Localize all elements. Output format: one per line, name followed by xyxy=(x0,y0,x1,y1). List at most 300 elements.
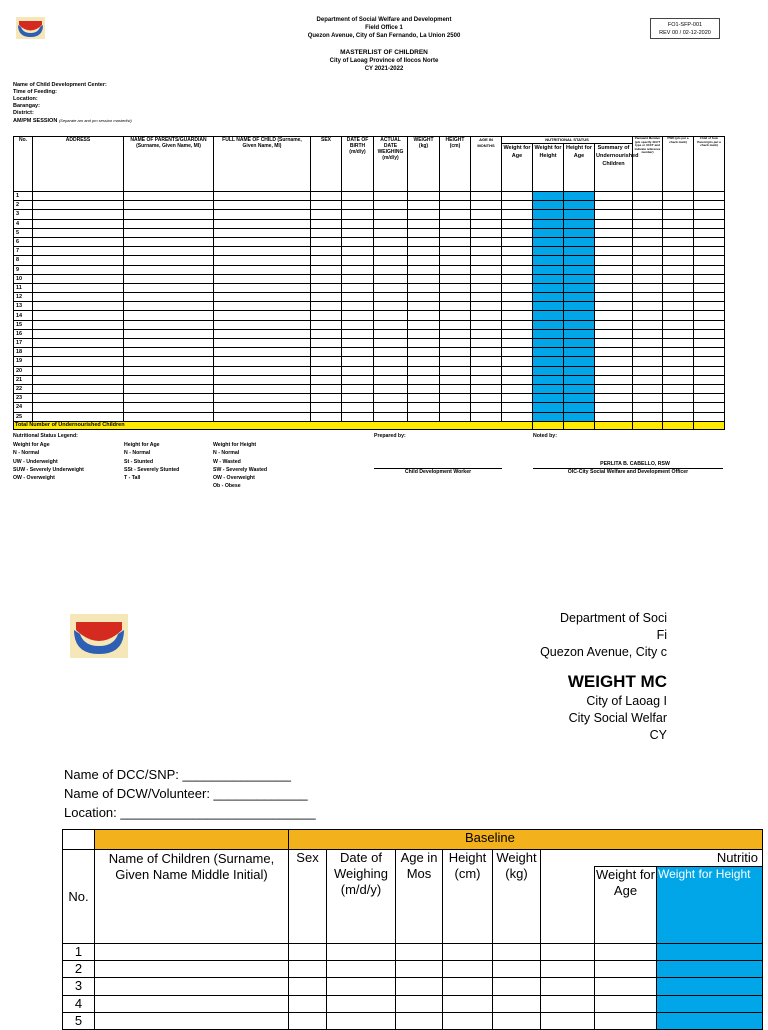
row-cell xyxy=(663,302,694,311)
row-cell xyxy=(633,412,663,421)
row-cell xyxy=(533,265,564,274)
row-cell xyxy=(564,302,595,311)
col-no: No. xyxy=(14,137,33,192)
weight-monitoring-title: WEIGHT MC xyxy=(567,672,667,691)
row-number: 15 xyxy=(14,320,33,329)
row-cell xyxy=(342,256,374,265)
row-cell xyxy=(33,256,124,265)
row-number: 6 xyxy=(14,237,33,246)
table-row xyxy=(14,192,725,201)
row-cell xyxy=(440,192,471,201)
row-cell xyxy=(311,247,342,256)
row-cell xyxy=(595,210,633,219)
row-cell xyxy=(311,201,342,210)
row-cell xyxy=(471,237,502,246)
table-row xyxy=(14,219,725,228)
row-cell xyxy=(408,237,440,246)
row-cell xyxy=(408,228,440,237)
row-cell xyxy=(663,311,694,320)
row-cell xyxy=(633,228,663,237)
row-number: 11 xyxy=(14,283,33,292)
row-cell xyxy=(595,320,633,329)
table-row xyxy=(14,256,725,265)
table-row xyxy=(14,403,725,412)
row-number: 1 xyxy=(14,192,33,201)
cy-line: CY xyxy=(649,728,667,742)
row-cell xyxy=(440,274,471,283)
row-cell xyxy=(124,274,214,283)
meta-location: Location: xyxy=(13,96,38,102)
total-undernourished-label: Total Number of Undernourished Children xyxy=(14,421,533,429)
col-actual-date: ACTUAL DATE WEIGHING (m/d/y) xyxy=(374,137,408,192)
row-cell xyxy=(124,228,214,237)
row-cell xyxy=(657,978,763,995)
row-cell xyxy=(95,1012,289,1029)
row-cell xyxy=(374,384,408,393)
row-cell xyxy=(694,412,725,421)
row-cell xyxy=(595,274,633,283)
row-cell xyxy=(541,944,595,961)
row-cell xyxy=(311,403,342,412)
row-cell xyxy=(595,339,633,348)
row-cell xyxy=(564,339,595,348)
row-cell xyxy=(471,320,502,329)
row-cell xyxy=(440,201,471,210)
row-cell xyxy=(595,348,633,357)
row-cell xyxy=(214,247,311,256)
row-cell xyxy=(493,978,541,995)
row-cell xyxy=(595,293,633,302)
row-cell xyxy=(633,283,663,292)
row-cell xyxy=(440,237,471,246)
row-cell xyxy=(214,329,311,338)
row-number: 5 xyxy=(63,1012,95,1029)
row-cell xyxy=(533,293,564,302)
row-cell xyxy=(342,210,374,219)
row-cell xyxy=(289,961,327,978)
col-nutritional-status: NUTRITIONAL STATUS xyxy=(502,137,633,144)
dswd-logo-icon xyxy=(15,16,46,40)
table-row xyxy=(14,302,725,311)
row-cell xyxy=(663,265,694,274)
row-cell xyxy=(374,283,408,292)
row-cell xyxy=(471,366,502,375)
row-cell xyxy=(408,293,440,302)
row-cell xyxy=(595,201,633,210)
row-cell xyxy=(533,302,564,311)
row-cell xyxy=(33,339,124,348)
col-child-name: FULL NAME OF CHILD (Surname, Given Name, MI) xyxy=(214,137,311,192)
page1-header xyxy=(234,16,534,73)
row-cell xyxy=(663,201,694,210)
row-cell xyxy=(694,210,725,219)
legend-item: N - Normal xyxy=(124,450,151,457)
noted-by-label: Noted by: xyxy=(533,433,557,439)
row-cell xyxy=(124,394,214,403)
row-cell xyxy=(440,348,471,357)
row-cell xyxy=(663,274,694,283)
p2-col-wfa: Weight for Age xyxy=(595,867,657,944)
row-cell xyxy=(694,320,725,329)
row-cell xyxy=(33,192,124,201)
row-cell xyxy=(663,339,694,348)
row-cell xyxy=(663,394,694,403)
row-cell xyxy=(564,412,595,421)
col-pantawid: Pantawid Member (pls specify 4CCT type or 4CCT and indicate reference number) xyxy=(633,137,663,192)
row-cell xyxy=(564,348,595,357)
row-cell xyxy=(440,256,471,265)
row-cell xyxy=(694,348,725,357)
legend-item: W - Wasted xyxy=(213,458,241,465)
row-cell xyxy=(694,293,725,302)
row-cell xyxy=(124,311,214,320)
row-cell xyxy=(33,237,124,246)
row-cell xyxy=(311,274,342,283)
row-cell xyxy=(595,384,633,393)
col-solo-parent: Child of Solo Parent (pls put a check mark) xyxy=(694,137,725,192)
row-cell xyxy=(694,219,725,228)
row-cell xyxy=(657,1012,763,1029)
row-cell xyxy=(374,201,408,210)
row-cell xyxy=(502,228,533,237)
row-cell xyxy=(564,201,595,210)
row-cell xyxy=(633,265,663,274)
row-cell xyxy=(124,283,214,292)
p2-col-sex: Sex xyxy=(289,850,327,944)
row-cell xyxy=(342,311,374,320)
table-row xyxy=(14,283,725,292)
p2-col-age: Age in Mos xyxy=(396,850,443,944)
row-cell xyxy=(440,302,471,311)
row-cell xyxy=(374,329,408,338)
row-cell xyxy=(214,265,311,274)
row-cell xyxy=(595,961,657,978)
row-cell xyxy=(440,210,471,219)
table-row xyxy=(14,412,725,421)
row-cell xyxy=(374,256,408,265)
row-cell xyxy=(214,339,311,348)
row-cell xyxy=(33,311,124,320)
row-cell xyxy=(595,283,633,292)
field-office: Field Office 1 xyxy=(365,25,403,31)
row-cell xyxy=(342,192,374,201)
row-cell xyxy=(502,219,533,228)
row-cell xyxy=(440,293,471,302)
legend-hfa xyxy=(124,441,179,482)
office-address: Quezon Avenue, City of San Fernando, La Union 2500 xyxy=(307,33,461,39)
row-cell xyxy=(440,329,471,338)
legend-item: SW - Severely Wasted xyxy=(213,466,268,473)
col-summary: Summary of Undernourished Children xyxy=(595,144,633,192)
row-cell xyxy=(124,210,214,219)
row-cell xyxy=(595,394,633,403)
row-cell xyxy=(124,237,214,246)
row-cell xyxy=(471,247,502,256)
row-cell xyxy=(440,339,471,348)
row-cell xyxy=(471,219,502,228)
row-cell xyxy=(396,944,443,961)
row-cell xyxy=(374,293,408,302)
row-cell xyxy=(311,320,342,329)
row-cell xyxy=(289,978,327,995)
row-cell xyxy=(564,375,595,384)
row-cell xyxy=(471,274,502,283)
row-cell xyxy=(595,265,633,274)
row-cell xyxy=(595,228,633,237)
row-cell xyxy=(408,384,440,393)
row-cell xyxy=(633,375,663,384)
agency-name-cut: Department of Soci xyxy=(560,611,667,625)
row-cell xyxy=(124,219,214,228)
row-cell xyxy=(124,302,214,311)
row-cell xyxy=(657,995,763,1012)
row-number: 19 xyxy=(14,357,33,366)
field-office-cut: Fi xyxy=(656,628,667,642)
table-row xyxy=(63,995,763,1012)
row-cell xyxy=(374,348,408,357)
col-sex: SEX xyxy=(311,137,342,192)
row-cell xyxy=(311,375,342,384)
form-revision: REV 00 / 02-12-2020 xyxy=(659,30,711,36)
row-cell xyxy=(694,283,725,292)
row-number: 4 xyxy=(14,219,33,228)
row-cell xyxy=(595,256,633,265)
row-cell xyxy=(694,302,725,311)
row-cell xyxy=(533,311,564,320)
row-cell xyxy=(408,192,440,201)
meta-district: District: xyxy=(13,110,34,116)
row-cell xyxy=(342,366,374,375)
row-cell xyxy=(374,265,408,274)
row-cell xyxy=(214,256,311,265)
row-cell xyxy=(657,944,763,961)
row-cell xyxy=(214,283,311,292)
row-cell xyxy=(374,302,408,311)
row-cell xyxy=(471,256,502,265)
row-cell xyxy=(33,403,124,412)
row-cell xyxy=(408,256,440,265)
row-cell xyxy=(471,394,502,403)
row-cell xyxy=(408,274,440,283)
row-number: 17 xyxy=(14,339,33,348)
row-cell xyxy=(342,384,374,393)
row-cell xyxy=(493,995,541,1012)
table-row xyxy=(14,293,725,302)
row-cell xyxy=(502,293,533,302)
row-cell xyxy=(595,978,657,995)
row-cell xyxy=(633,320,663,329)
row-cell xyxy=(694,403,725,412)
row-cell xyxy=(342,348,374,357)
weight-monitoring-table xyxy=(62,829,763,1030)
row-cell xyxy=(311,283,342,292)
row-cell xyxy=(471,201,502,210)
row-cell xyxy=(342,403,374,412)
row-cell xyxy=(95,944,289,961)
row-cell xyxy=(124,201,214,210)
row-cell xyxy=(374,366,408,375)
row-cell xyxy=(493,944,541,961)
row-cell xyxy=(374,247,408,256)
row-cell xyxy=(408,348,440,357)
center-meta xyxy=(13,82,132,125)
row-cell xyxy=(564,283,595,292)
row-cell xyxy=(502,201,533,210)
row-cell xyxy=(443,961,493,978)
row-cell xyxy=(342,247,374,256)
row-cell xyxy=(342,375,374,384)
row-cell xyxy=(342,339,374,348)
row-cell xyxy=(533,348,564,357)
row-cell xyxy=(502,403,533,412)
document-subtitle: City of Laoag Province of Ilocos Norte xyxy=(329,58,439,64)
col-wfa: Weight for Age xyxy=(502,144,533,192)
row-cell xyxy=(33,348,124,357)
row-cell xyxy=(214,384,311,393)
row-cell xyxy=(663,348,694,357)
row-cell xyxy=(595,1012,657,1029)
row-cell xyxy=(471,329,502,338)
row-cell xyxy=(595,247,633,256)
row-cell xyxy=(694,384,725,393)
row-cell xyxy=(408,329,440,338)
row-cell xyxy=(443,944,493,961)
row-cell xyxy=(124,384,214,393)
row-cell xyxy=(502,274,533,283)
row-number: 4 xyxy=(63,995,95,1012)
row-cell xyxy=(214,394,311,403)
table-row xyxy=(14,320,725,329)
row-cell xyxy=(396,961,443,978)
table-row xyxy=(14,339,725,348)
row-cell xyxy=(374,192,408,201)
row-cell xyxy=(214,357,311,366)
row-cell xyxy=(564,293,595,302)
row-cell xyxy=(311,210,342,219)
row-cell xyxy=(408,394,440,403)
row-cell xyxy=(633,329,663,338)
row-cell xyxy=(471,293,502,302)
row-cell xyxy=(33,384,124,393)
row-cell xyxy=(564,357,595,366)
row-cell xyxy=(694,192,725,201)
legend-item: UW - Underweight xyxy=(13,458,58,465)
row-cell xyxy=(342,357,374,366)
row-cell xyxy=(471,403,502,412)
row-cell xyxy=(502,210,533,219)
legend-item: St - Stunted xyxy=(124,458,154,465)
row-cell xyxy=(564,384,595,393)
row-cell xyxy=(502,265,533,274)
row-cell xyxy=(694,357,725,366)
row-cell xyxy=(471,339,502,348)
row-cell xyxy=(541,1012,595,1029)
table-row xyxy=(14,348,725,357)
meta-location: Location: ___________________________ xyxy=(64,805,316,820)
row-cell xyxy=(694,366,725,375)
row-cell xyxy=(663,412,694,421)
row-cell xyxy=(214,302,311,311)
row-cell xyxy=(564,192,595,201)
table-row xyxy=(14,366,725,375)
row-cell xyxy=(124,329,214,338)
row-cell xyxy=(311,192,342,201)
row-cell xyxy=(311,256,342,265)
row-cell xyxy=(311,394,342,403)
p2-col-weight: Weight (kg) xyxy=(493,850,541,944)
row-cell xyxy=(408,375,440,384)
row-cell xyxy=(694,339,725,348)
row-number: 2 xyxy=(63,961,95,978)
table-row xyxy=(14,228,725,237)
row-cell xyxy=(471,348,502,357)
table-row xyxy=(14,237,725,246)
col-parents: NAME OF PARENTS/GUARDIAN (Surname, Given Name, MI) xyxy=(124,137,214,192)
row-cell xyxy=(214,228,311,237)
dswd-logo-icon xyxy=(68,612,130,660)
row-cell xyxy=(595,237,633,246)
row-cell xyxy=(311,412,342,421)
row-cell xyxy=(533,339,564,348)
row-cell xyxy=(633,247,663,256)
row-cell xyxy=(633,219,663,228)
row-cell xyxy=(342,274,374,283)
row-cell xyxy=(633,311,663,320)
row-cell xyxy=(533,357,564,366)
row-cell xyxy=(633,403,663,412)
row-cell xyxy=(502,256,533,265)
row-cell xyxy=(663,293,694,302)
table-row xyxy=(14,329,725,338)
row-cell xyxy=(595,302,633,311)
row-cell xyxy=(694,228,725,237)
prepared-role: Child Development Worker xyxy=(404,469,472,475)
row-cell xyxy=(595,412,633,421)
row-cell xyxy=(533,283,564,292)
table-row xyxy=(14,201,725,210)
row-cell xyxy=(595,329,633,338)
row-cell xyxy=(374,339,408,348)
row-cell xyxy=(595,311,633,320)
col-weight: WEIGHT (kg) xyxy=(408,137,440,192)
row-cell xyxy=(311,339,342,348)
row-cell xyxy=(633,384,663,393)
row-cell xyxy=(342,265,374,274)
row-cell xyxy=(471,357,502,366)
row-cell xyxy=(502,320,533,329)
row-cell xyxy=(408,357,440,366)
noted-name: PERLITA B. CABELLO, RSW xyxy=(600,461,670,467)
row-cell xyxy=(374,412,408,421)
row-cell xyxy=(408,265,440,274)
legend-item: Ob - Obese xyxy=(213,483,241,490)
row-cell xyxy=(342,329,374,338)
form-code-box xyxy=(650,18,720,39)
row-cell xyxy=(33,201,124,210)
row-cell xyxy=(663,375,694,384)
row-cell xyxy=(440,283,471,292)
p2-col-height: Height (cm) xyxy=(443,850,493,944)
row-number: 5 xyxy=(14,228,33,237)
row-cell xyxy=(214,219,311,228)
row-cell xyxy=(327,995,396,1012)
row-cell xyxy=(124,348,214,357)
row-cell xyxy=(311,311,342,320)
row-cell xyxy=(663,210,694,219)
row-cell xyxy=(502,384,533,393)
row-cell xyxy=(124,366,214,375)
row-cell xyxy=(374,219,408,228)
